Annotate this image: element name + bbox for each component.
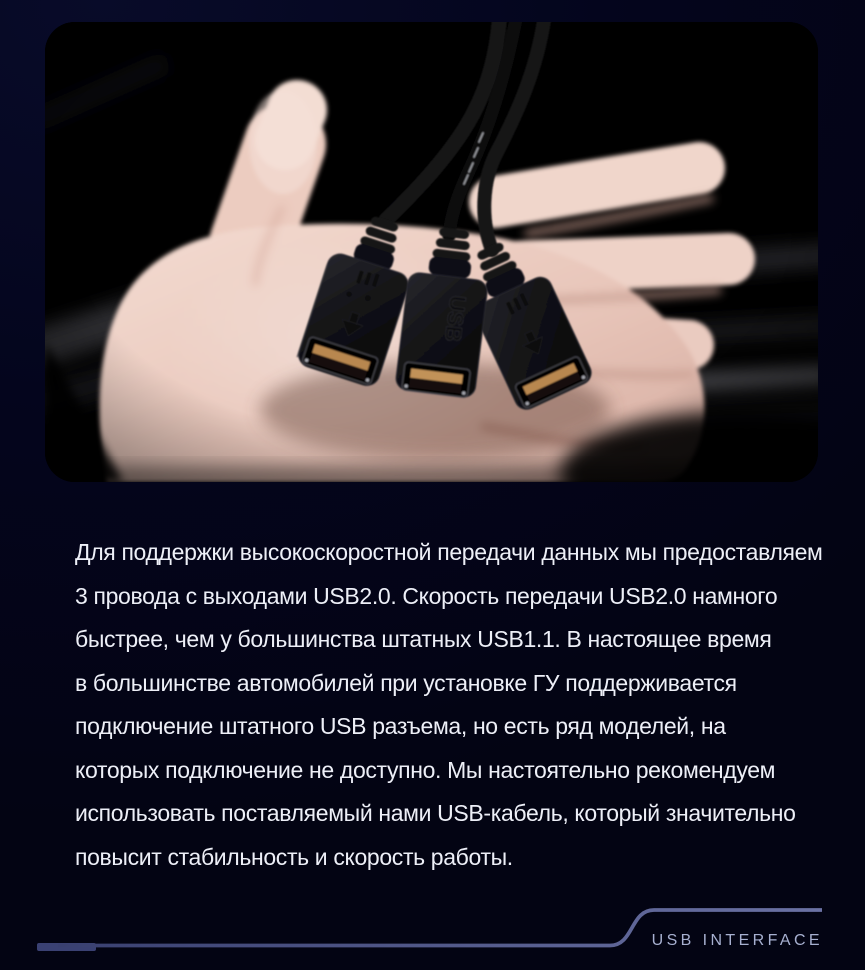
hand-holding-usb-connectors-photo (45, 22, 818, 482)
description-text (75, 531, 823, 879)
description-line: Для поддержки высокоскоростной передачи данных мы предоставляем (75, 539, 823, 565)
description-line: использовать поставляемый нами USB-кабель, который значительно (75, 800, 796, 826)
description-line: которых подключение не доступно. Мы настоятельно рекомендуем (75, 756, 776, 783)
description-line: 3 провода с выходами USB2.0. Скорость передачи USB2.0 намного (75, 582, 778, 609)
description-line: в большинстве автомобилей при установке ГУ поддерживается (75, 669, 737, 696)
description-line: повысит стабильность и скорость работы. (75, 843, 513, 870)
vignette (45, 22, 818, 482)
description-line: подключение штатного USB разъема, но есть ряд моделей, на (75, 713, 726, 739)
usb-interface-label: USB INTERFACE (651, 932, 823, 949)
description-line: быстрее, чем у большинства штатных USB1.1. В настоящее время (75, 626, 772, 652)
product-photo (45, 22, 818, 482)
